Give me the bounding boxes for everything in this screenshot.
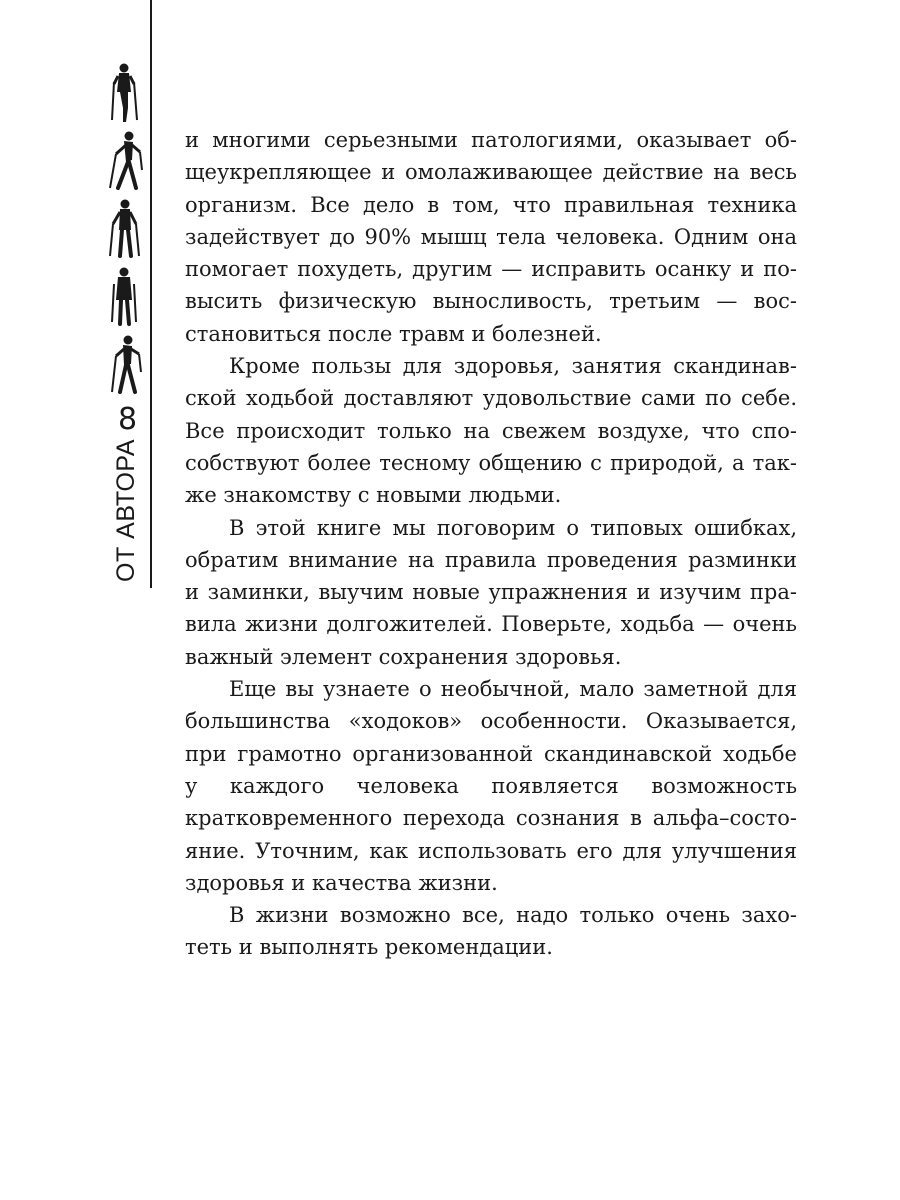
nordic-walker-icon (104, 198, 144, 260)
nordic-walker-icon (104, 334, 144, 396)
nordic-walker-icon (104, 130, 144, 192)
paragraph: и многими серьезными патологиями, оказывает общеукрепляющее и омолаживающее действие на весь организм. Все дело в том, что правильная техника задействует до 90% мышц тела человека. Одним она помогает похудеть, другим — исправить осанку и повысить физическую выносливость, третьим — восстановиться после травм и болезней. (185, 128, 797, 346)
running-head: ОТ АВТОРА (112, 438, 140, 582)
walker-icons (104, 62, 148, 402)
paragraph: В жизни возможно все, надо только очень захотеть и выполнять рекомендации. (185, 903, 797, 960)
nordic-walker-icon (104, 62, 144, 124)
margin-rule (150, 0, 152, 588)
paragraph: В этой книге мы поговорим о типовых ошибках, обратим внимание на правила проведения разминки и заминки, выучим новые упражнения и изучим правила жизни долгожителей. Поверьте, ходьба — очень важный элемент сохранения здоровья. (185, 515, 797, 669)
body-text (185, 124, 797, 964)
nordic-walker-icon (104, 266, 144, 328)
paragraph: Кроме пользы для здоровья, занятия скандинавской ходьбой доставляют удовольствие сами по себе. Все происходит только на свежем воздухе, что способствуют более тесному общению с природой, а также знакомству с новыми людьми. (185, 354, 797, 508)
paragraph: Еще вы узнаете о необычной, мало заметной для большинства «ходоков» особенности. Оказывается, при грамотно организованной скандинавской ходьбе у каждого человека появляется возможность кратковременного перехода сознания в альфа–состояние. Уточним, как использовать его для улучшения здоровья и качества жизни. (185, 677, 797, 895)
page-number: 8 (118, 402, 138, 437)
